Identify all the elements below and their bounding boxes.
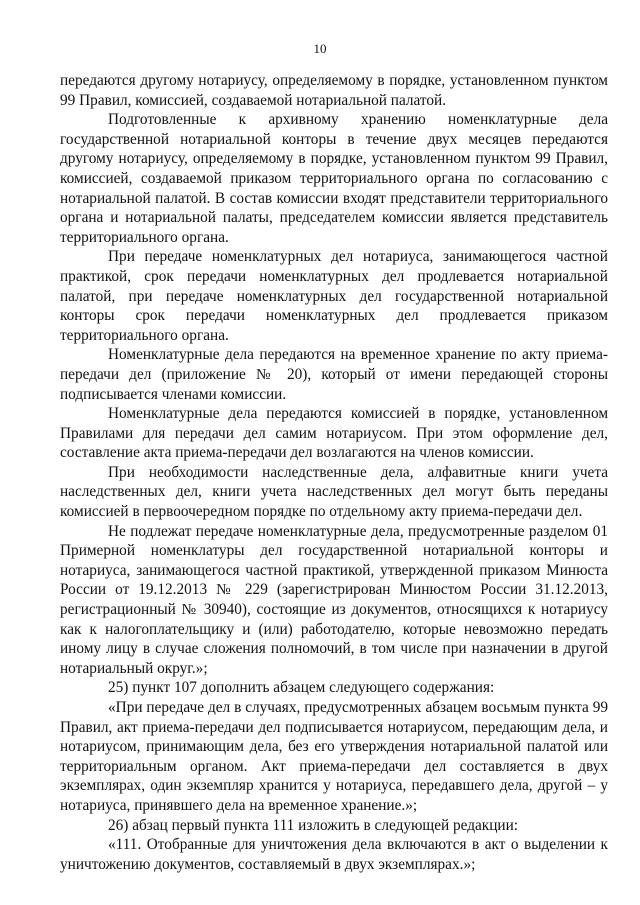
paragraph: Номенклатурные дела передаются на временное хранение по акту приема-передачи дел (приложение № 20), который от имени передающей стороны подписывается членами комиссии. <box>60 346 608 403</box>
amendment-item-26: 26) абзац первый пункта 111 изложить в следующей редакции: <box>108 816 519 834</box>
paragraph-continuation: передаются другому нотариусу, определяемому в порядке, установленном пунктом 99 Правил, комиссией, создаваемой нотариальной палатой. <box>60 72 608 109</box>
paragraph: При передаче номенклатурных дел нотариуса, занимающегося частной практикой, срок передачи номенклатурных дел продлевается нотариальной палатой, при передаче номенклатурных дел государственной нотариальной конторы срок передачи номенклатурных дел продлевается приказом территориального органа. <box>60 248 608 344</box>
paragraph: Номенклатурные дела передаются комиссией в порядке, установленном Правилами для передачи дел самим нотариусом. При этом оформление дел, составление акта приема-передачи дел возлагаются на членов комиссии. <box>60 405 608 462</box>
amendment-item-25: 25) пункт 107 дополнить абзацем следующего содержания: <box>108 679 495 697</box>
quoted-paragraph: «111. Отобранные для уничтожения дела включаются в акт о выделении к уничтожению документов, составляемый в двух экземплярах.»; <box>60 836 608 873</box>
paragraph: Подготовленные к архивному хранению номенклатурные дела государственной нотариальной конторы в течение двух месяцев передаются другому нотариусу, определяемому в порядке, установленном пунктом 99 Правил, комиссией, создаваемой приказом территориального органа по согласованию с нотариальной палатой. В состав комиссии входят представители территориального органа и нотариальной палаты, председателем комиссии является представитель территориального органа. <box>60 111 608 246</box>
page-number: 10 <box>313 41 327 56</box>
document-body <box>60 71 608 874</box>
paragraph: Не подлежат передаче номенклатурные дела, предусмотренные разделом 01 Примерной номенклатуры дел государственной нотариальной конторы и нотариуса, занимающегося частной практикой, утвержденной приказом Минюста России от 19.12.2013 № 229 (зарегистрирован Минюстом России 31.12.2013, регистрационный № 30940), состоящие из документов, относящихся к нотариусу как к налогоплательщику и (или) работодателю, которые невозможно передать иному лицу в случае сложения полномочий, в том числе при назначении в другой нотариальный округ.»; <box>60 522 608 677</box>
quoted-paragraph: «При передаче дел в случаях, предусмотренных абзацем восьмым пункта 99 Правил, акт приема-передачи дел подписывается нотариусом, передающим дела, и нотариусом, принимающим дела, без его утверждения нотариальной палатой или территориальным органом. Акт приема-передачи дел составляется в двух экземплярах, один экземпляр хранится у нотариуса, передавшего дела, другой – у нотариуса, принявшего дела на временное хранение.»; <box>60 699 608 814</box>
paragraph: При необходимости наследственные дела, алфавитные книги учета наследственных дел, книги учета наследственных дел могут быть переданы комиссией в первоочередном порядке по отдельному акту приема-передачи дел. <box>60 463 608 521</box>
